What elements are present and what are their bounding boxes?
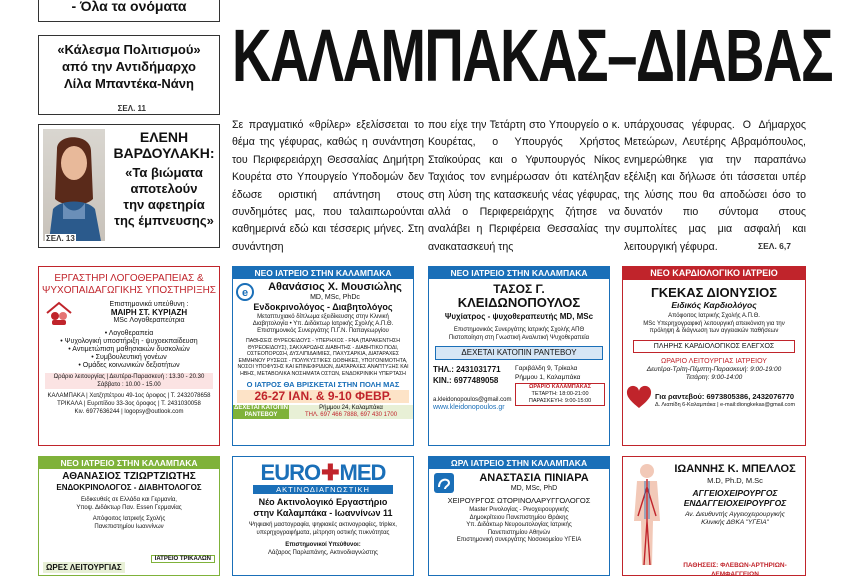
ad-euromed-title-2: στην Καλαμπάκα - Ιωαννίνων 11: [253, 508, 393, 518]
ad-cardiologist-hours-1: Δευτέρα-Τρίτη-Πέμπτη-Παρασκευή: 9:00-19:00: [646, 365, 782, 373]
teaser-top-fragment[interactable]: [38, 0, 220, 22]
ad-psychiatrist-addr-1: Γαριβάλδη 9, Τρίκαλα: [515, 365, 578, 372]
article-col-2: που είχε την Τετάρτη στο Υπουργείο ο κ. Κουρέτας, ο Υπουργός Χρήστος Σταϊκούρας και ο Υφυπουργός Νίκος Ταχιάος τον ενημέρωσαν ότι κατέληξαν στη λύση της κατασκευής νέας γέφυρας, αλλά ο Περιφερειάρχης ζήτησε να αναλάβει η Περιφέρεια Θεσσαλίας την ανακατασκευή της: [428, 119, 620, 253]
ad-vascular-desc-1: Αν. Διευθυντής Αγγειοχειρουργικής: [685, 511, 785, 518]
ad-tziortziotis-trikala: ΙΑΤΡΕΙΟ ΤΡΙΚΑΛΩΝ: [151, 555, 215, 563]
ad-vascular-degree: M.D, Ph.D, M.Sc: [707, 476, 763, 485]
article-col-3: υπάρχουσας γέφυρας. Ο Δήμαρχος Μετεώρων, Λευτέρης Αβραμόπουλος, ενημερώθηκε για την παραπάνω εξέλιξη και δήλωσε ότι τάσσεται υπέρ της λύσης που θα αποδώσει όσο το δυνατόν πιο σύντομα στους συμπολίτες μας μια ασφαλή και λειτουργική γέφυρα.: [624, 119, 806, 253]
interview-quote-3: την αφετηρία: [123, 197, 205, 212]
ad-cardiologist-desc-2: MSc Υπερηχογραφική λειτουργική απεικόνιση για την: [643, 320, 785, 327]
ad-speech-item-2: • Ψυχολογική υποστήριξη - ψυχοεκπαίδευση: [60, 338, 198, 345]
ad-psychiatrist-desc-2: Πιστοποίηση στη Γνωστική Αναλυτική Ψυχοθεραπεία: [448, 335, 590, 341]
ad-vascular-surgeon[interactable]: [622, 456, 806, 576]
ad-euromed-person-1: Λάζαρος Παρλαπάνης, Ακτινοδιαγνώστης: [268, 550, 378, 556]
ad-cardiologist-name: ΓΚΕΚΑΣ ΔΙΟΝΥΣΙΟΣ: [650, 285, 778, 300]
ad-tziortziotis-specialty: ΕΝΔΟΚΡΙΝΟΛΟΓΟΣ - ΔΙΑΒΗΤΟΛΟΓΟΣ: [56, 483, 202, 492]
teaser-top-text: - Όλα τα ονόματα: [71, 0, 187, 14]
heart-icon: [627, 387, 655, 414]
ad-euromed-desc-2: υπερηχογραφήματα, μέτρηση οστικής πυκνότητας: [256, 530, 390, 536]
svg-text:e: e: [241, 286, 249, 299]
ad-piniara-header: ΩΡΛ ΙΑΤΡΕΙΟ ΣΤΗΝ ΚΑΛΑΜΠΑΚΑ: [429, 457, 609, 469]
ent-logo-icon: [429, 472, 459, 494]
ad-speech-therapy[interactable]: [38, 266, 220, 446]
ad-mousiolis-desc-3: Επιστημονικός Συνεργάτης Π.Γ.Ν. Παπαγεωργίου: [257, 328, 389, 334]
ad-mousiolis-address: Ρήμμου 24, Καλαμπάκα: [319, 405, 383, 411]
ad-tziortziotis-header: ΝΕΟ ΙΑΤΡΕΙΟ ΣΤΗΝ ΚΑΛΑΜΠΑΚΑ: [39, 457, 219, 469]
ad-euromed-title-1: Νέο Ακτινολογικό Εργαστήριο: [258, 497, 388, 507]
ad-cardiologist[interactable]: [622, 266, 806, 446]
interview-quote-1: «Τα βιώματα: [125, 165, 203, 180]
ad-speech-hours-2: Σάββατο : 10.00 - 15.00: [97, 382, 161, 388]
ad-mousiolis-specialty: Ενδοκρινολόγος - Διαβητολόγος: [253, 302, 393, 312]
ad-endocrinologist-mousiolis[interactable]: [232, 266, 414, 446]
ad-mousiolis-header: ΝΕΟ ΙΑΤΡΕΙΟ ΣΤΗΝ ΚΑΛΑΜΠΑΚΑ: [233, 267, 413, 279]
ad-psychiatrist-name-1: ΤΑΣΟΣ Γ.: [493, 282, 545, 296]
ad-euromed-subtitle: ΑΚΤΙΝΟΔΙΑΓΝΩΣΤΙΚΗ: [253, 485, 393, 494]
interview-quote-2: αποτελούν: [130, 181, 198, 196]
ad-speech-hours-1: Ωράριο λειτουργίας | Δευτέρα-Παρασκευή : 13.30 - 20.30: [53, 374, 205, 380]
ad-tziortziotis-desc-1: Ειδικευθείς σε Ελλάδα και Γερμανία,: [81, 497, 177, 503]
ad-psychiatrist-desc-1: Επιστημονικός Συνεργάτης Ιατρικής Σχολής ΑΠΘ: [453, 327, 585, 333]
ad-psychiatrist-email: a.kleidonopoulos@gmail.com: [433, 397, 512, 403]
ad-psychiatrist-appt: ΔΕΧΕΤΑΙ ΚΑΤΟΠΙΝ ΡΑΝΤΕΒΟΥ: [435, 346, 603, 360]
ad-piniara-desc-3: Υπ. Διδάκτωρ Νευροωτολογίας Ιατρικής: [466, 522, 572, 528]
ad-cardiologist-specialty: Ειδικός Καρδιολόγος: [671, 300, 757, 310]
ad-piniara-desc-4: Πανεπιστημίου Αθηνών: [487, 529, 551, 536]
ad-speech-name: ΜΑΙΡΗ ΣΤ. ΚΥΡΙΑΖΗ: [110, 308, 188, 317]
teaser-culture-title: «Κάλεσμα Πολιτισμού»: [57, 42, 201, 57]
main-headline[interactable]: ΚΑΛΑΜΠΑΚΑΣ–ΔΙΑΒΑΣ: [232, 14, 833, 97]
ad-speech-item-4: • Συμβουλευτική γονέων: [91, 354, 167, 361]
ad-piniara-name: ΑΝΑΣΤΑΣΙΑ ΠΙΝΙΑΡΑ: [479, 472, 589, 484]
ad-tziortziotis-name: ΑΘΑΝΑΣΙΟΣ ΤΖΙΩΡΤΖΙΩΤΗΣ: [62, 471, 196, 482]
interview-photo: [43, 129, 105, 241]
ad-speech-resp: Επιστημονικά υπεύθυνη :: [109, 301, 189, 308]
ad-piniara-desc-5: Επιστημονική συνεργάτης Νοσοκομείου ΥΓΕΙΑ: [456, 537, 582, 543]
ad-mousiolis-degree: MD, MSc, PhDc: [310, 294, 360, 301]
ad-tziortziotis-desc-2: Υποψ. Διδάκτωρ Παν. Essen Γερμανίας: [76, 505, 182, 511]
article-page-ref: ΣΕΛ. 6,7: [758, 241, 791, 251]
ad-speech-contact: Κιν. 6977636244 | logopsy@outlook.com: [74, 409, 184, 415]
ad-cardiologist-checkup: ΠΛΗΡΗΣ ΚΑΡΔΙΟΛΟΓΙΚΟΣ ΕΛΕΓΧΟΣ: [633, 340, 795, 353]
ad-psychiatrist-hours-1: ΤΕΤΑΡΤΗ: 18:00-21:00: [531, 391, 589, 397]
ad-cardiologist-hours: ΩΡΑΡΙΟ ΛΕΙΤΟΥΡΓΙΑΣ ΙΑΤΡΕΙΟΥ: [661, 357, 767, 365]
ad-mousiolis-presence: Ο ΙΑΤΡΟΣ ΘΑ ΒΡΙΣΚΕΤΑΙ ΣΤΗΝ ΠΟΛΗ ΜΑΣ: [246, 380, 400, 389]
endocrine-logo-icon: [233, 281, 257, 302]
ad-psychiatrist-hours: ΩΡΑΡΙΟ ΚΑΛΑΜΠΑΚΑΣ: [529, 384, 591, 390]
ad-psychiatrist-web: www.kleidonopoulos.gr: [433, 404, 505, 411]
ad-speech-title-1: ΕΡΓΑΣΤΗΡΙ ΛΟΓΟΘΕΡΑΠΕΙΑΣ &: [54, 273, 204, 284]
interview-name-first: ΕΛΕΝΗ: [139, 129, 189, 145]
interview-name-last: ΒΑΡΔΟΥΛΑΚΗ:: [113, 145, 215, 161]
ad-piniara-desc-2: Δημοκρίτειου Πανεπιστημίου Θράκης: [469, 514, 569, 521]
ad-speech-title-2: ΨΥΧΟΠΑΙΔΑΓΩΓΙΚΗΣ ΥΠΟΣΤΗΡΙΞΗΣ: [42, 285, 216, 296]
ad-mousiolis-desc-1: Μεταπτυχιακό δίπλωμα εξειδίκευσης στην Κλινική: [257, 314, 389, 320]
ad-speech-addr-1: ΚΑΛΑΜΠΑΚΑ | Χατζηπέτρου 49-1ος όροφος | Τ. 2432078658: [47, 393, 211, 399]
ad-mousiolis-appt-1: ΔΕΧΕΤΑΙ ΚΑΤΟΠΙΝ: [234, 405, 288, 411]
ad-psychiatrist-header: ΝΕΟ ΙΑΤΡΕΙΟ ΣΤΗΝ ΚΑΛΑΜΠΑΚΑ: [429, 267, 609, 279]
ad-tziortziotis-desc-4: Πανεπιστημίου Ιωαννίνων: [94, 524, 164, 530]
article-col-1: Σε πραγματικό «θρίλερ» εξελίσσεται το θέμα της γέφυρας, καθώς η συνάντηση του Περιφερειάρχη Θεσσαλίας Δημήτρη Κουρέτα στο Υπουργείο Υποδομών δεν έδωσε οριστική απάντηση στους συνδημότες μας, που ταλαιπωρούνται καθημερινά εδώ και τέσσερις μήνες. Στη συνάντηση: [232, 119, 424, 253]
ad-vascular-name: ΙΩΑΝΝΗΣ Κ. ΜΠΕΛΛΟΣ: [674, 463, 796, 475]
ad-piniara-specialty: ΧΕΙΡΟΥΡΓΟΣ ΩΤΟΡΙΝΟΛΑΡΥΓΓΟΛΟΓΟΣ: [447, 496, 591, 505]
ad-cardiologist-header: ΝΕΟ ΚΑΡΔΙΟΛΟΓΙΚΟ ΙΑΤΡΕΙΟ: [623, 267, 805, 280]
ad-ent-piniara[interactable]: [428, 456, 610, 576]
interview-quote-4: της έμπνευσης»: [114, 213, 214, 228]
ad-euromed-resp: Επιστημονικοί Υπεύθυνοι:: [285, 542, 361, 548]
ad-cardiologist-desc-3: πρόληψη & διάγνωση των αγγειακών παθήσεων: [649, 328, 779, 334]
ad-psychiatrist-phone: ΤΗΛ.: 2431031771: [433, 365, 501, 374]
ad-speech-degree: MSc Λογοθεραπεύτρια: [113, 317, 185, 324]
ad-euromed-desc-1: Ψηφιακή μαστογραφία, ψηφιακές ακτινογραφίες, triplex,: [249, 522, 397, 528]
ad-psychiatrist-specialty: Ψυχίατρος - ψυχοθεραπευτής MD, MSc: [444, 312, 594, 321]
ad-psychiatrist[interactable]: [428, 266, 610, 446]
ad-vascular-specialty-2: ΕΝΔΑΓΓΕΙΟΧΕΙΡΟΥΡΓΟΣ: [683, 498, 787, 508]
vascular-body-icon: [627, 461, 667, 569]
ad-mousiolis-conditions: ΠΑΘΗΣΕΙΣ ΘΥΡΕΟΕΙΔΟΥΣ - ΥΠΕΡΗΧΟΣ - FNA (ΠΑΡΑΚΕΝΤΗΣΗ ΘΥΡΕΟΕΙΔΟΥΣ), ΣΑΚΧΑΡΩΔΗΣ ΔΙΑΒΗΤΗΣ - ΔΙΑΒΗΤΙΚΟ ΠΟΔΙ, ΟΣΤΕΟΠΟΡΩΣΗ, ΔΥΣΛΙΠΙΔΑΙΜΙΕΣ, ΠΑΧΥΣΑΡΚΙΑ, ΔΙΑΤΑΡΑΧΕΣ ΕΜΜΗΝΟΥ ΡΥΣΕΩΣ - ΠΟΛΥΚΥΣΤΙΚΕΣ ΩΟΘΗΚΕΣ, ΥΠΟΓΟΝΙΜΟΤΗΤΑ, ΝΟΣΟΙ ΥΠΟΦΥΣΗΣ ΚΑΙ ΕΠΙΝΕΦΡΙΔΙΩΝ, ΔΙΑΤΑΡΑΧΕΣ ΑΝΑΠΤΥΞΗΣ ΚΑΙ ΗΒΗΣ, ΜΕΤΑΒΟΛΙΚΑ ΝΟΣΗΜΑΤΑ ΟΣΤΩΝ, ΕΝΔΟΚΡΙΝΙΚΗ ΥΠΕΡΤΑΣΗ: [237, 338, 409, 377]
ad-cardiologist-address: Δ. Λιαπίδη 6-Καλαμπάκα | e-mail:diongkekas@gmail.com: [655, 401, 796, 408]
ad-mousiolis-desc-2: Διαβητολογία • Υπ. Διδάκτωρ Ιατρικής Σχολής Α.Π.Θ.: [252, 321, 394, 327]
euromed-logo-right: MED: [339, 460, 386, 485]
teaser-culture-page-ref: ΣΕΛ. 11: [117, 104, 146, 113]
speech-therapy-logo-icon: [39, 301, 79, 327]
ad-cardiologist-appointment: Για ραντεβού: 6973805386, 2432076770: [655, 391, 795, 401]
ad-speech-item-5: • Ομάδες κοινωνικών δεξιοτήτων: [78, 362, 180, 369]
ad-psychiatrist-hours-2: ΠΑΡΑΣΚΕΥΗ: 9:00-15:00: [528, 398, 592, 404]
teaser-culture-line3: Λίλα Μπαντέκα-Νάνη: [64, 76, 194, 91]
medical-cross-icon: ✚: [321, 460, 339, 485]
ad-cardiologist-desc-1: Απόφοιτος Ιατρικής Σχολής Α.Π.Θ.: [668, 313, 760, 319]
ad-speech-addr-2: ΤΡΙΚΑΛΑ | Ευριπίδου 33-3ος όροφος | Τ. 2431030058: [57, 401, 201, 407]
teaser-culture-line2: από την Αντιδήμαρχο: [62, 59, 196, 74]
ad-mousiolis-appt-2: ΡΑΝΤΕΒΟΥ: [244, 412, 278, 418]
ad-speech-item-3: • Αντιμετώπιση μαθησιακών δυσκολιών: [68, 346, 190, 353]
ad-tziortziotis-hours: ΩΡΕΣ ΛΕΙΤΟΥΡΓΙΑΣ: [43, 562, 125, 573]
ad-endocrinologist-tziortziotis[interactable]: [38, 456, 220, 576]
ad-piniara-degree: MD, MSc, PhD: [510, 485, 558, 492]
teaser-culture[interactable]: [38, 35, 220, 115]
ad-vascular-specialty-1: ΑΓΓΕΙΟΧΕΙΡΟΥΡΓΟΣ: [692, 488, 778, 498]
euromed-logo-left: EURO: [260, 460, 321, 485]
ad-psychiatrist-mobile: ΚΙΝ.: 6977489058: [433, 376, 499, 385]
interview-page-ref: ΣΕΛ. 13: [46, 234, 75, 243]
ad-vascular-desc-2: Κλινικής ΔΘΚΑ "ΥΓΕΙΑ": [701, 519, 769, 526]
teaser-interview[interactable]: [38, 124, 220, 248]
ad-speech-item-1: • Λογοθεραπεία: [104, 330, 154, 337]
ad-cardiologist-hours-2: Τετάρτη: 9:00-14:00: [685, 373, 743, 381]
ad-vascular-conditions: ΠΑΘΗΣΕΙΣ: ΦΛΕΒΩΝ-ΑΡΤΗΡΙΩΝ-ΛΕΜΦΑΓΓΕΙΩΝ: [683, 562, 787, 578]
ad-mousiolis-dates: 26-27 ΙΑΝ. & 9-10 ΦΕΒΡ.: [237, 390, 409, 403]
ad-psychiatrist-name-2: ΚΛΕΙΔΩΝΟΠΟΥΛΟΣ: [457, 295, 581, 310]
ad-piniara-desc-1: Master Ρινολογίας - Ρινοχειρουργικής: [469, 507, 569, 513]
ad-euromed[interactable]: [232, 456, 414, 576]
ad-psychiatrist-addr-2: Ρήμμου 1, Καλαμπάκα: [515, 374, 581, 381]
ad-tziortziotis-desc-3: Απόφοιτος Ιατρικής Σχολής: [92, 516, 166, 522]
ad-mousiolis-phone: ΤΗΛ. 697 466 7888, 697 430 1700: [304, 412, 398, 418]
ad-mousiolis-name: Αθανάσιος Χ. Μουσιώλης: [268, 281, 402, 293]
